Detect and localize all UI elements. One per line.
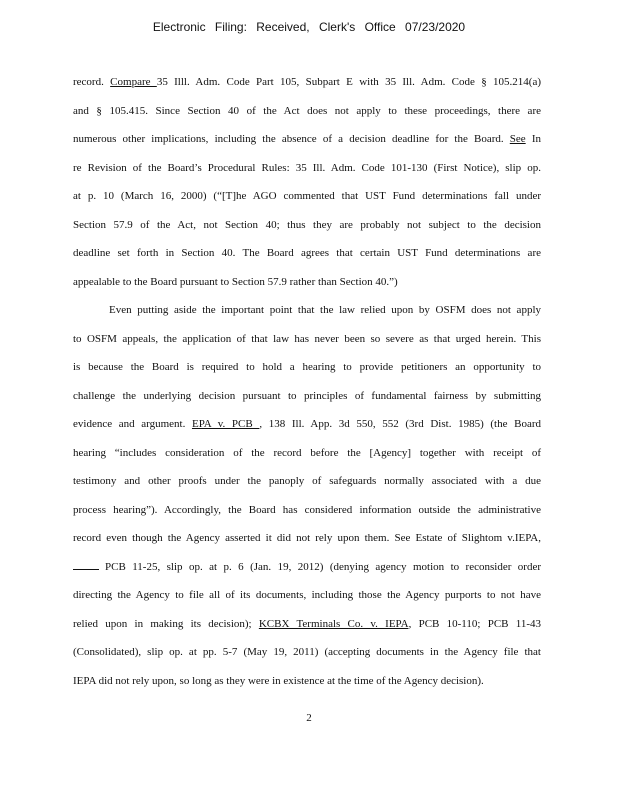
- citation-see: See: [509, 133, 526, 145]
- text-line: hearing “includes consideration of the record before the [Agency] together with receipt of: [73, 446, 541, 459]
- text-line: evidence and argument. EPA v. PCB , 138 Ill. App. 3d 550, 552 (3rd Dist. 1985) (the Board: [73, 418, 541, 430]
- blank-citation-line: [73, 560, 99, 570]
- text-line: PCB 11-25, slip op. at p. 6 (Jan. 19, 2012) (denying agency motion to reconsider order: [73, 553, 541, 582]
- text-line: directing the Agency to file all of its documents, including those the Agency purports to not have: [73, 589, 541, 601]
- text-line: Section 57.9 of the Act, not Section 40; thus they are probably not subject to the decision: [73, 218, 541, 231]
- citation-epa-v-pcb: EPA v. PCB: [191, 418, 260, 430]
- text-line: Even putting aside the important point that the law relied upon by OSFM does not apply: [109, 304, 541, 316]
- page-number: 2: [306, 712, 312, 724]
- text-line: is because the Board is required to hold a hearing to provide petitioners an opportunity to: [73, 361, 541, 373]
- text-line: deadline set forth in Section 40. The Board agrees that certain UST Fund determinations are: [73, 247, 541, 259]
- text-line: process hearing”). Accordingly, the Board has considered information outside the administrative: [73, 503, 541, 516]
- body-text: [73, 68, 541, 695]
- text-line: (Consolidated), slip op. at pp. 5-7 (May 19, 2011) (accepting documents in the Agency file that: [73, 646, 541, 658]
- text-line: and § 105.415. Since Section 40 of the Act does not apply to these proceedings, there are: [73, 104, 541, 117]
- citation-compare: Compare: [110, 76, 157, 88]
- text-line: to OSFM appeals, the application of that law has never been so severe as that urged herein. This: [73, 332, 541, 345]
- text-line: challenge the underlying decision pursuant to principles of fundamental fairness by submitting: [73, 389, 541, 402]
- text-line: numerous other implications, including the absence of a decision deadline for the Board. See In: [73, 133, 541, 145]
- text-line: record even though the Agency asserted it did not rely upon them. See Estate of Slightom v.IEPA,: [73, 532, 541, 544]
- filing-header: Electronic Filing: Received, Clerk's Office 07/23/2020: [152, 20, 466, 34]
- text-line: at p. 10 (March 16, 2000) (“[T]he AGO commented that UST Fund determinations fall under: [73, 190, 541, 202]
- text-line: testimony and other proofs under the panoply of safeguards normally associated with a due: [73, 475, 541, 487]
- text-line: appealable to the Board pursuant to Section 57.9 rather than Section 40.”): [73, 275, 398, 288]
- text-line: re Revision of the Board’s Procedural Rules: 35 Ill. Adm. Code 101-130 (First Notice), slip op.: [73, 161, 541, 174]
- text-line: IEPA did not rely upon, so long as they were in existence at the time of the Agency decision).: [73, 674, 484, 687]
- citation-kcbx: KCBX Terminals Co. v. IEPA,: [258, 617, 412, 630]
- text-line: relied upon in making its decision); KCBX Terminals Co. v. IEPA, PCB 10-110; PCB 11-43: [73, 617, 541, 630]
- text-line: record. Compare 35 Illl. Adm. Code Part 105, Subpart E with 35 Ill. Adm. Code § 105.214(a): [73, 76, 541, 88]
